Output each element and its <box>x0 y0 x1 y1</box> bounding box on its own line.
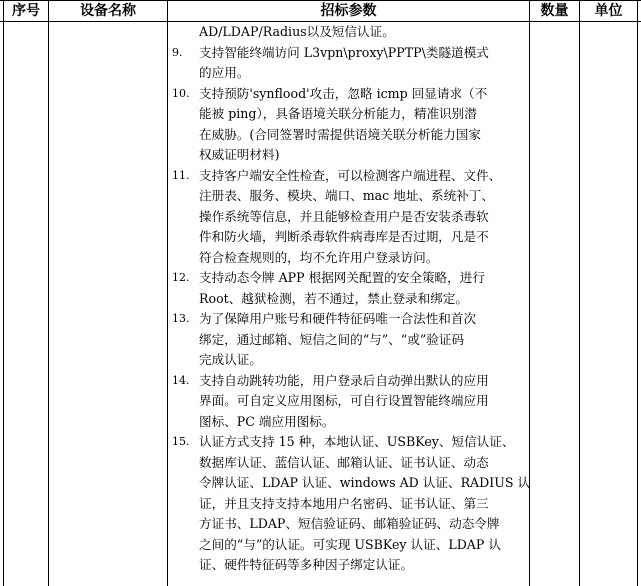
item-text-line: 支持自动跳转功能，用户登录后自动弹出默认的应用 <box>199 372 489 388</box>
item-text-line: Root、越狱检测，若不通过，禁止登录和绑定。 <box>199 290 468 306</box>
header-quantity: 数量 <box>540 3 569 19</box>
list-item <box>172 309 530 371</box>
table-border-left <box>3 0 4 586</box>
item-text-line: 为了保障用户账号和硬件特征码唯一合法性和首次 <box>199 311 477 326</box>
item-text <box>199 432 530 576</box>
column-divider <box>167 0 168 586</box>
list-item <box>172 371 530 433</box>
item-text-line: 界面。可自定义应用图标，可自行设置智能终端应用 <box>199 393 489 408</box>
item-text-line: 认证方式支持 15 种，本地认证、USBKey、短信认证、 <box>199 434 515 449</box>
item-text-line: 证、硬件特征码等多种因子绑定认证。 <box>199 557 414 572</box>
item-text-line: 证，并且支持支持本地用户名密码、证书认证、第三 <box>199 495 489 511</box>
item-number: 11. <box>172 168 190 182</box>
header-unit: 单位 <box>594 3 623 19</box>
item-text-line: 权威证明材料) <box>199 147 280 162</box>
header-params: 招标参数 <box>320 3 377 19</box>
item-text <box>199 309 530 371</box>
item-text <box>199 43 530 84</box>
table-border-right <box>637 0 638 586</box>
item-text-line: 支持预防'synflood'攻击，忽略 icmp 回显请求（不 <box>199 85 488 101</box>
list-item <box>172 166 530 269</box>
item-text-line: 支持动态令牌 APP 根据网关配置的安全策略，进行 <box>199 270 485 285</box>
item-text-line: 图标、PC 端应用图标。 <box>199 413 335 429</box>
intro-line: AD/LDAP/Radius以及短信认证。 <box>199 24 395 39</box>
column-divider <box>579 0 580 586</box>
item-text-line: 操作系统等信息，并且能够检查用户是否安装杀毒软 <box>199 208 489 224</box>
item-text-line: 绑定，通过邮箱、短信之间的“与”、“或”验证码 <box>199 331 465 347</box>
item-text <box>199 268 530 309</box>
item-number: 10. <box>172 86 190 100</box>
item-text-line: 在威胁。(合同签署时需提供语境关联分析能力国家 <box>199 126 481 142</box>
item-text-line: 件和防火墙，判断杀毒软件病毒库是否过期，凡是不 <box>199 229 489 244</box>
item-text-line: 支持客户端安全性检查，可以检测客户端进程、文件、 <box>199 167 502 183</box>
list-item <box>172 432 530 576</box>
params-content <box>172 22 530 576</box>
item-text-line: 注册表、服务、模块、端口、mac 地址、系统补丁、 <box>199 188 494 203</box>
item-text-line: 符合检查规则的，均不允许用户登录访问。 <box>199 249 439 265</box>
item-number: 15. <box>172 435 190 448</box>
item-text-line: 令牌认证、LDAP 认证、windows AD 认证、RADIUS 认 <box>199 475 531 490</box>
item-number: 12. <box>172 271 190 284</box>
item-number: 14. <box>172 373 190 387</box>
item-number: 13. <box>172 312 190 325</box>
item-text <box>199 166 530 269</box>
item-list <box>172 43 530 576</box>
list-item <box>172 43 530 84</box>
item-text <box>199 371 530 433</box>
item-number: 9. <box>172 45 183 59</box>
item-text <box>199 84 530 166</box>
item-text-line: 之间的“与”的认证。可实现 USBKey 认证、LDAP 认 <box>199 536 501 552</box>
item-text-line: 支持智能终端访问 L3vpn\proxy\PPTP\类隧道模式 <box>199 44 489 60</box>
header-device-name: 设备名称 <box>80 3 136 19</box>
item-text-line: 数据库认证、蓝信认证、邮箱认证、证书认证、动态 <box>199 454 489 470</box>
item-text-line: 能被 ping），具备语境关联分析能力，精准识别潜 <box>199 106 477 121</box>
list-item <box>172 84 530 166</box>
item-text-line: 完成认证。 <box>199 352 262 367</box>
item-text-line: 方证书、LDAP、短信验证码、邮箱验证码、动态令牌 <box>199 516 500 531</box>
list-item <box>172 268 530 309</box>
item-text-line: 的应用。 <box>199 65 250 80</box>
column-divider <box>48 0 49 586</box>
header-seq: 序号 <box>12 3 40 19</box>
